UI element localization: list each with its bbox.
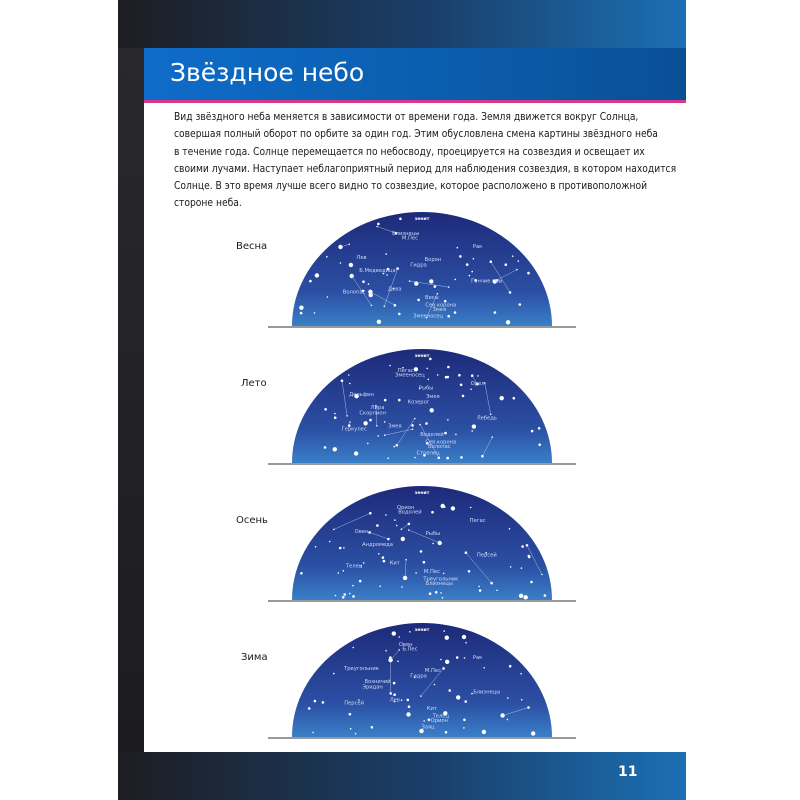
star xyxy=(445,636,449,640)
star xyxy=(385,650,387,652)
season-label-spring: Весна xyxy=(236,241,268,252)
constellation-label: Близнецы xyxy=(392,231,420,237)
constellation-label: Близнецы xyxy=(425,580,453,587)
constellation-label: Гончие псы xyxy=(471,278,503,285)
sky-dome xyxy=(292,349,552,463)
star xyxy=(507,697,509,699)
star xyxy=(460,456,463,459)
star xyxy=(326,256,328,258)
constellation-label: Рыбы xyxy=(425,531,441,537)
star xyxy=(386,274,388,276)
star xyxy=(378,553,380,555)
star xyxy=(377,435,379,437)
star xyxy=(447,366,450,369)
zenith-label: зенит xyxy=(414,354,430,359)
star xyxy=(445,660,449,664)
star xyxy=(455,279,457,281)
star xyxy=(369,293,373,297)
star xyxy=(519,594,523,598)
star xyxy=(538,427,541,430)
star xyxy=(470,389,472,391)
season-label-autumn: Осень xyxy=(236,515,268,526)
star xyxy=(425,422,428,425)
star xyxy=(384,399,387,402)
top-band xyxy=(118,0,686,48)
star xyxy=(369,419,372,422)
constellation-label: Кит xyxy=(389,560,400,567)
star xyxy=(387,538,390,541)
star xyxy=(438,541,442,545)
constellation-label: Лев xyxy=(389,697,400,704)
star xyxy=(444,432,447,435)
zenith-label: зенит xyxy=(414,491,430,496)
star xyxy=(398,313,401,316)
star xyxy=(521,699,523,701)
constellation-label: Орел xyxy=(470,381,485,387)
star xyxy=(478,586,480,588)
star xyxy=(355,733,357,735)
star xyxy=(359,580,362,583)
star xyxy=(473,258,475,260)
star xyxy=(324,408,327,411)
bottom-band xyxy=(118,752,686,800)
star xyxy=(362,280,365,283)
star xyxy=(505,263,508,266)
star xyxy=(376,524,379,527)
constellation-label: Змееносец xyxy=(395,372,425,379)
constellation-label: Близнецы xyxy=(473,689,501,696)
star xyxy=(329,541,331,543)
star xyxy=(363,421,367,425)
star xyxy=(470,507,472,509)
star xyxy=(371,726,374,729)
intro-line: своими лучами. Наступает неблагоприятный период для наблюдения созвездия, в котором находится xyxy=(174,163,677,175)
star xyxy=(352,585,354,587)
star xyxy=(315,273,319,277)
star xyxy=(394,519,396,521)
star xyxy=(396,267,399,270)
star xyxy=(463,719,466,722)
star xyxy=(456,695,460,699)
constellation-label: Дельфин xyxy=(349,391,374,398)
star xyxy=(455,434,457,436)
page-sidebar xyxy=(118,0,144,800)
intro-paragraph xyxy=(174,109,677,213)
star-map-spring xyxy=(268,210,576,328)
star xyxy=(334,416,337,419)
star xyxy=(513,397,516,400)
intro-line: стороне неба. xyxy=(174,198,242,210)
star xyxy=(407,699,410,702)
constellation-label: Лира xyxy=(370,404,385,411)
page-title: Звёздное небо xyxy=(170,58,365,87)
star xyxy=(519,303,522,306)
star xyxy=(471,430,473,432)
star-map-spring-svg xyxy=(268,210,576,328)
star xyxy=(398,636,400,638)
star xyxy=(431,511,434,514)
star xyxy=(440,659,442,661)
star xyxy=(458,374,461,377)
star xyxy=(352,647,354,649)
star xyxy=(471,271,473,273)
star xyxy=(312,732,314,734)
constellation-label: Персей xyxy=(344,700,365,707)
constellation-label: Пегас xyxy=(397,368,414,374)
star xyxy=(322,701,325,704)
star xyxy=(526,544,529,547)
star xyxy=(333,673,335,675)
title-rule xyxy=(144,100,686,103)
star xyxy=(417,299,420,302)
star xyxy=(426,368,428,370)
star xyxy=(447,419,449,421)
star xyxy=(414,367,418,371)
star xyxy=(339,547,342,550)
star xyxy=(394,304,397,307)
star xyxy=(349,713,352,716)
constellation-label: Рак xyxy=(472,655,483,661)
intro-line: в течение года. Солнце перемещается по небосводу, проецируется на созвездия и освещает их xyxy=(174,146,645,158)
constellation-label: Заяц xyxy=(421,724,435,731)
star xyxy=(479,589,482,592)
constellation-label: Волопас xyxy=(342,289,366,296)
star xyxy=(464,657,466,659)
constellation-label: Рак xyxy=(472,244,483,250)
star xyxy=(454,311,457,314)
constellation-label: М.Пес xyxy=(424,668,441,674)
star xyxy=(423,561,426,564)
star xyxy=(462,635,466,639)
star xyxy=(509,528,511,530)
star xyxy=(398,399,401,402)
star xyxy=(342,596,345,599)
star xyxy=(506,320,510,324)
star-map-autumn-svg xyxy=(268,484,576,602)
star xyxy=(335,595,337,597)
constellation-label: Сев.корона xyxy=(425,302,457,309)
star xyxy=(469,275,471,277)
constellation-label: Телец xyxy=(432,713,450,720)
zenith-label: зенит xyxy=(414,628,430,633)
star xyxy=(377,223,380,226)
star xyxy=(507,719,509,721)
constellation-label: Орион xyxy=(430,717,448,724)
star xyxy=(459,255,462,258)
constellation-label: Геркулес xyxy=(341,426,367,433)
star xyxy=(308,707,311,710)
star xyxy=(442,597,444,599)
star xyxy=(446,457,449,460)
star xyxy=(401,586,403,588)
star xyxy=(368,531,371,534)
star xyxy=(314,700,317,703)
star xyxy=(481,455,484,458)
star xyxy=(396,525,398,527)
star xyxy=(429,592,432,595)
star xyxy=(393,682,396,685)
star xyxy=(457,247,459,249)
constellation-label: Водолей xyxy=(420,431,444,438)
zenith-label: зенит xyxy=(414,217,430,222)
constellation-label: Ворон xyxy=(424,257,442,263)
constellation-label: Дева xyxy=(388,286,402,293)
star xyxy=(472,424,476,428)
constellation-label: Гидра xyxy=(410,673,427,680)
star xyxy=(393,446,395,448)
star xyxy=(408,705,411,708)
star xyxy=(414,457,416,459)
star-map-winter-svg xyxy=(268,621,576,739)
constellation-label: Скорпион xyxy=(359,410,386,417)
star xyxy=(334,413,336,415)
constellation-label: Треугольник xyxy=(344,665,379,672)
star xyxy=(528,555,531,558)
star xyxy=(512,255,514,257)
constellation-label: Кит xyxy=(426,705,437,712)
constellation-label: Б.Медведица xyxy=(359,267,396,274)
star xyxy=(509,665,512,668)
constellation-label: Персей xyxy=(476,552,497,559)
star xyxy=(538,443,541,446)
constellation-label: Лебедь xyxy=(476,415,497,422)
star xyxy=(428,379,430,381)
star xyxy=(389,365,391,367)
star xyxy=(445,731,448,734)
star xyxy=(299,306,303,310)
constellation-label: Лев xyxy=(356,254,367,261)
star xyxy=(520,673,522,675)
star xyxy=(429,279,433,283)
star xyxy=(465,642,467,644)
star xyxy=(464,700,467,703)
constellation-label: Овен xyxy=(398,642,413,648)
star xyxy=(368,283,370,285)
star xyxy=(451,506,455,510)
star xyxy=(401,537,405,541)
constellation-label: Стрелец xyxy=(416,450,440,457)
star xyxy=(448,689,451,692)
constellation-label: Сев.корона xyxy=(425,439,457,446)
constellation-label: Весы xyxy=(425,294,439,301)
star xyxy=(333,447,337,451)
star xyxy=(420,550,423,553)
intro-line: Солнце. В это время лучше всего видно то созвездие, которое расположено в противоположной xyxy=(174,181,648,193)
star xyxy=(352,595,355,598)
star xyxy=(315,546,317,548)
star xyxy=(338,572,340,574)
star xyxy=(340,262,342,264)
star xyxy=(496,590,498,592)
star xyxy=(354,451,358,455)
star xyxy=(444,506,446,508)
constellation-label: Овен xyxy=(354,528,369,535)
star xyxy=(530,581,533,584)
star xyxy=(521,545,524,548)
constellation-label: Волопас xyxy=(427,443,451,450)
star xyxy=(477,375,479,377)
star xyxy=(385,253,387,255)
season-label-winter: Зима xyxy=(241,652,268,663)
star xyxy=(518,260,520,262)
star xyxy=(314,312,316,314)
star xyxy=(392,631,396,635)
star xyxy=(349,263,353,267)
star xyxy=(463,727,465,729)
star xyxy=(460,384,463,387)
constellation-label: Водолей xyxy=(398,509,422,516)
star-map-winter xyxy=(268,621,576,739)
star xyxy=(544,594,547,597)
constellation-label: Пегас xyxy=(469,518,486,524)
star xyxy=(443,573,445,575)
star xyxy=(509,291,512,294)
star xyxy=(343,547,345,549)
star-map-autumn xyxy=(268,484,576,602)
star xyxy=(406,712,410,716)
star xyxy=(447,315,450,318)
star xyxy=(382,556,385,559)
season-label-summer: Лето xyxy=(241,378,267,389)
star xyxy=(445,376,448,379)
star xyxy=(399,218,402,221)
sky-dome xyxy=(292,623,552,737)
star xyxy=(432,543,434,545)
constellation-label: М.Пес xyxy=(423,568,440,575)
sky-dome xyxy=(292,486,552,600)
intro-line: Вид звёздного неба меняется в зависимости от времени года. Земля движется вокруг Солнца, xyxy=(174,112,639,123)
constellation-label: Змея xyxy=(432,306,447,313)
star xyxy=(300,572,303,575)
star xyxy=(343,593,346,596)
star xyxy=(527,272,530,275)
star xyxy=(387,457,389,459)
star-map-summer xyxy=(268,347,576,465)
star xyxy=(401,699,403,701)
constellation-label: Телец xyxy=(345,563,363,570)
star xyxy=(468,570,471,573)
star xyxy=(483,667,485,669)
star xyxy=(531,731,535,735)
star xyxy=(434,684,436,686)
star xyxy=(350,728,352,730)
star xyxy=(409,631,411,633)
star xyxy=(379,585,381,587)
star xyxy=(423,720,425,722)
star xyxy=(343,570,345,572)
constellation-label: Эридан xyxy=(362,684,383,691)
constellation-label: Рыбы xyxy=(418,385,434,392)
star xyxy=(363,562,365,564)
page-number: 11 xyxy=(618,764,638,780)
constellation-label: Б.Пес xyxy=(402,646,418,653)
constellation-label: Козерог xyxy=(407,399,430,406)
star xyxy=(500,396,504,400)
star xyxy=(510,566,512,568)
star xyxy=(494,311,497,314)
star xyxy=(327,296,329,298)
star xyxy=(385,514,387,516)
star xyxy=(482,730,486,734)
star xyxy=(300,312,303,315)
star xyxy=(437,374,439,376)
star xyxy=(462,395,465,398)
star xyxy=(440,592,442,594)
sky-dome xyxy=(292,212,552,326)
intro-line: совершая полный оборот по орбите за один год. Этим обусловлена смена картины звёздного неба xyxy=(174,129,658,141)
star xyxy=(521,567,523,569)
star xyxy=(443,630,445,632)
star xyxy=(434,285,437,288)
star xyxy=(367,443,369,445)
star xyxy=(348,374,350,376)
constellation-label: Змееносец xyxy=(413,313,443,320)
star xyxy=(415,572,417,574)
constellation-label: Орион xyxy=(397,505,415,511)
star xyxy=(324,446,327,449)
star xyxy=(309,280,312,283)
star xyxy=(466,263,469,266)
star xyxy=(435,591,438,594)
star xyxy=(377,320,381,324)
star xyxy=(531,430,534,433)
star xyxy=(430,408,434,412)
constellation-label: Треугольник xyxy=(423,576,459,583)
constellation-label: Возничий xyxy=(364,678,391,685)
star xyxy=(349,383,351,385)
star xyxy=(397,661,399,663)
star xyxy=(383,560,386,563)
star-map-summer-svg xyxy=(268,347,576,465)
star xyxy=(349,593,351,595)
star xyxy=(393,693,396,696)
constellation-label: Змея xyxy=(388,423,402,430)
star xyxy=(524,595,528,599)
star xyxy=(456,656,459,659)
constellation-label: Змея xyxy=(426,394,440,400)
constellation-label: Андромеда xyxy=(362,541,393,548)
star xyxy=(411,424,414,427)
constellation-label: М.Пес xyxy=(401,235,418,242)
star xyxy=(384,421,386,423)
constellation-label: Гидра xyxy=(410,262,427,269)
